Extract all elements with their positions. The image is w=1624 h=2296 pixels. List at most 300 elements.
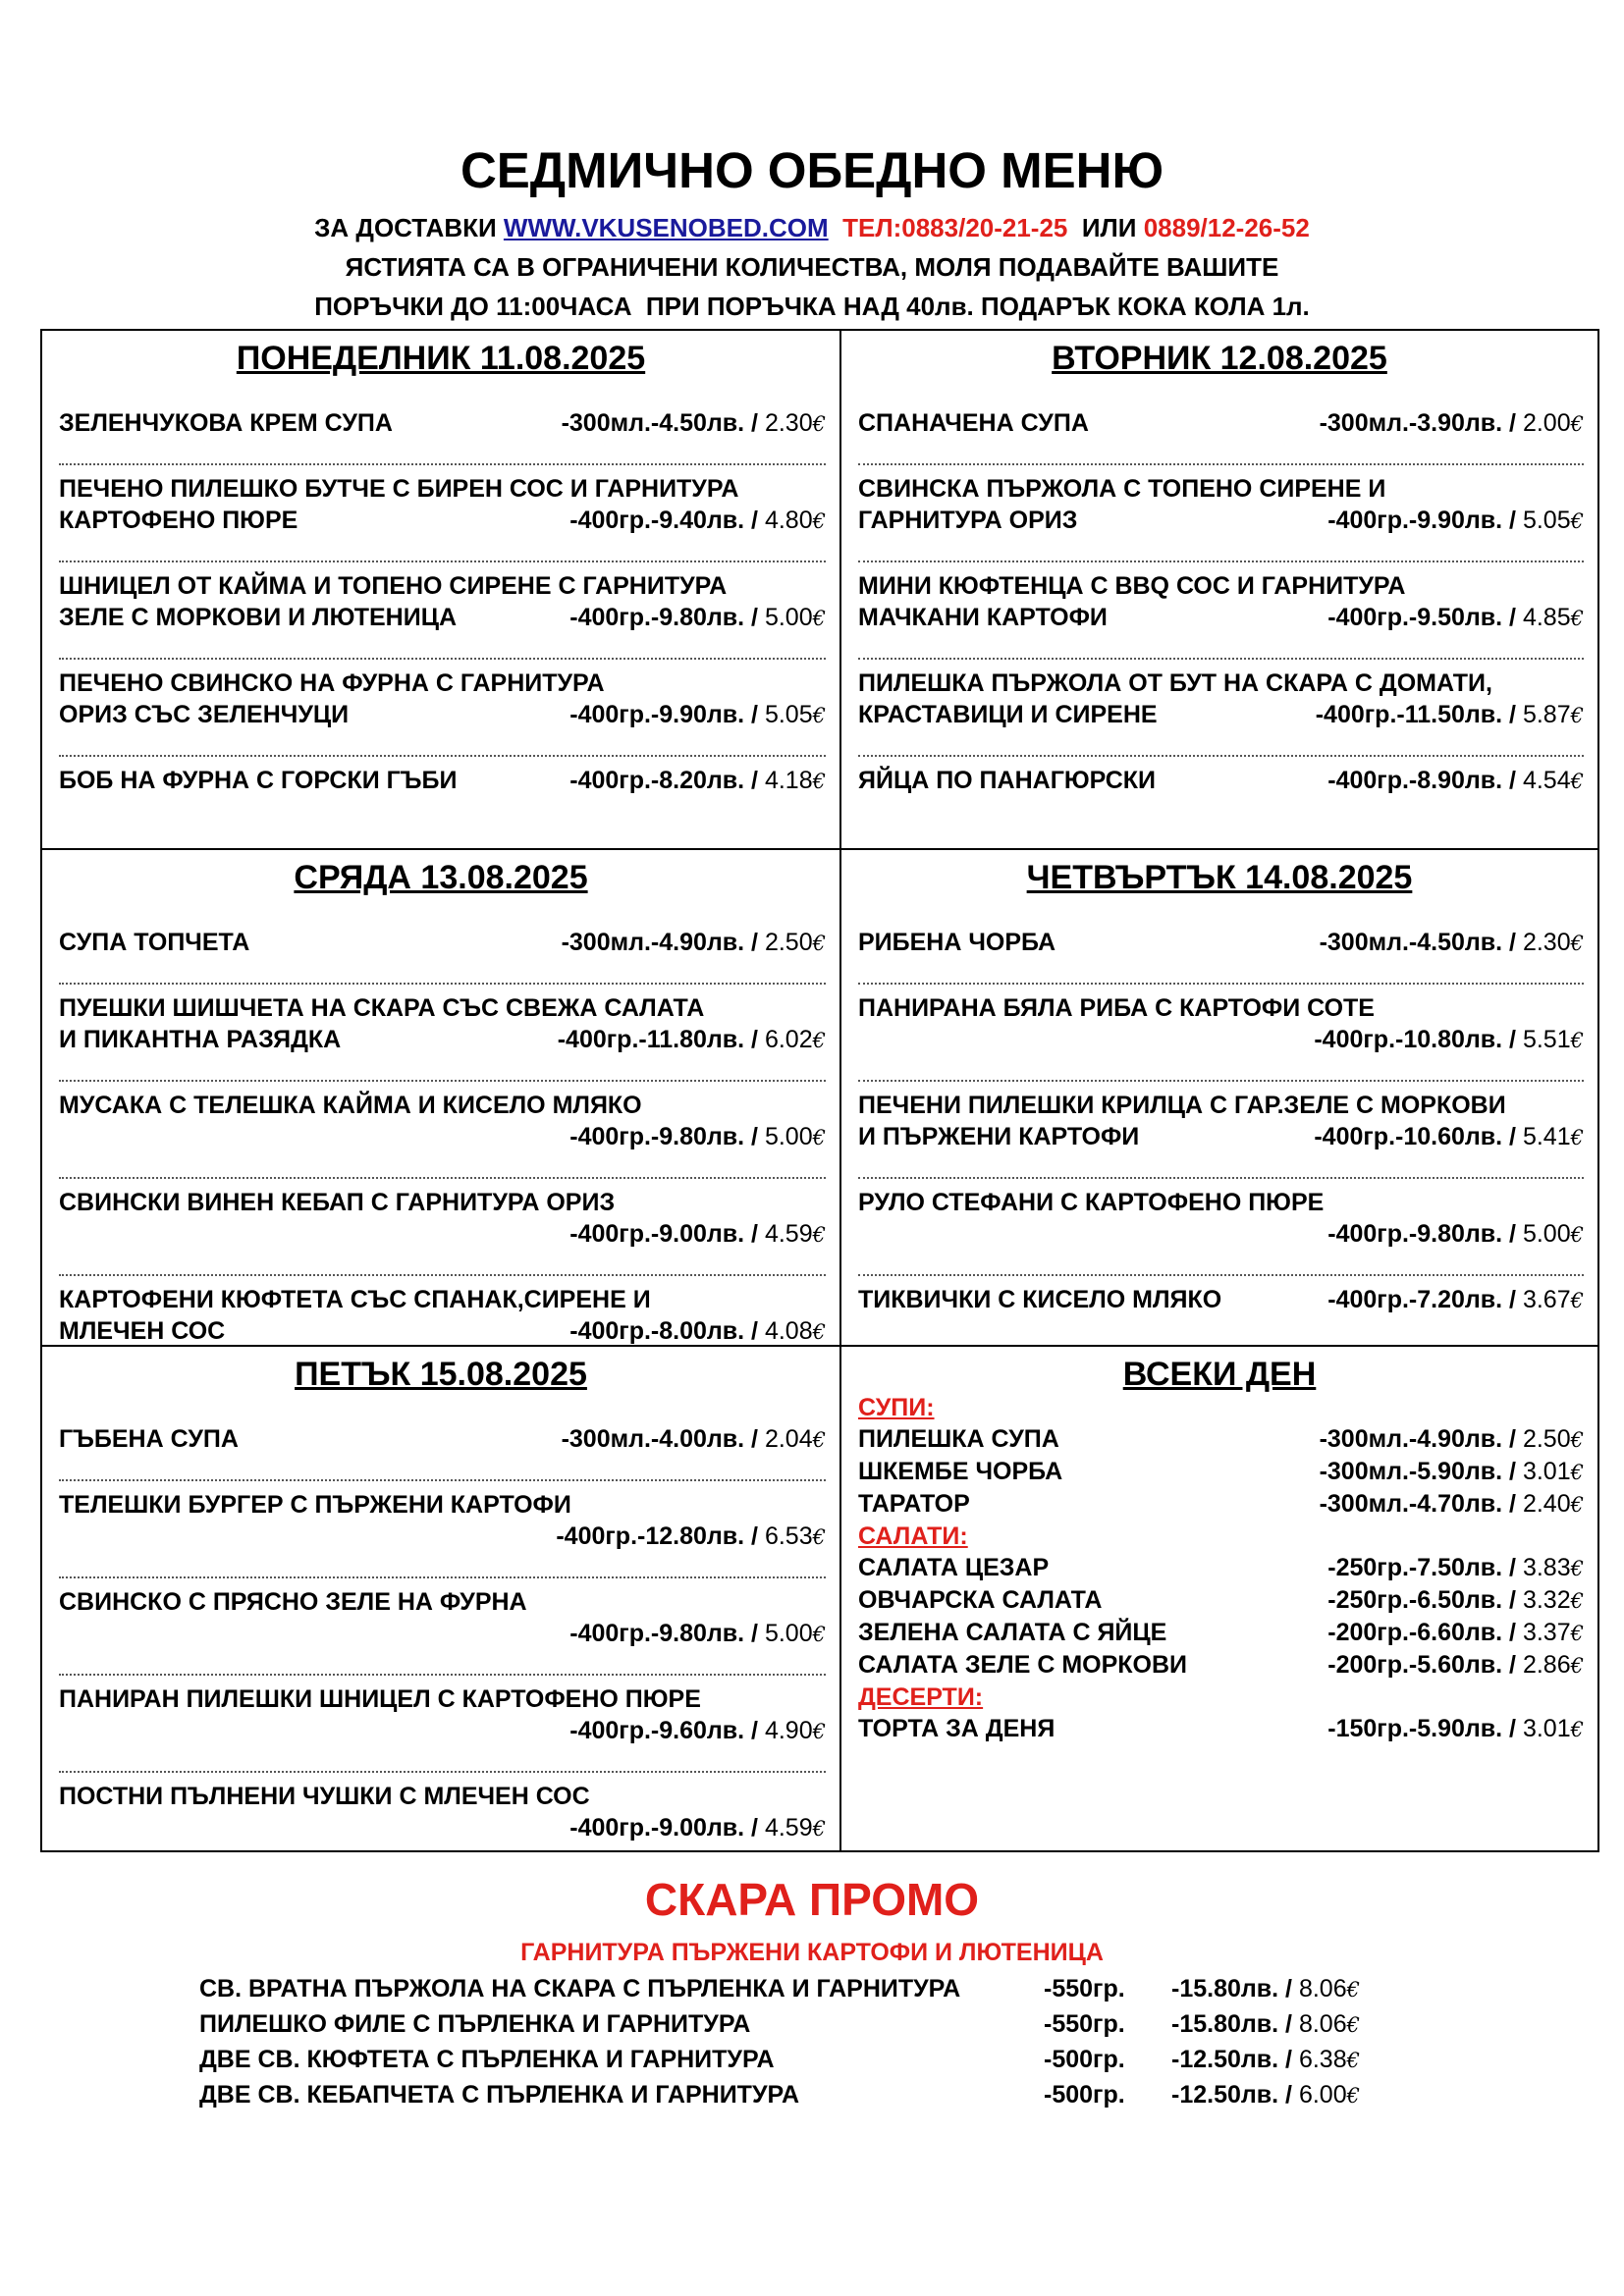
item-price bbox=[569, 1218, 826, 1251]
item-price bbox=[1314, 1121, 1584, 1153]
everyday-item bbox=[858, 1552, 1584, 1584]
euro-sign-icon: € bbox=[1570, 1223, 1584, 1247]
dish-item bbox=[858, 765, 1584, 797]
dotted-separator bbox=[858, 731, 1584, 757]
price-bgn: -400гр.-9.00лв. / bbox=[569, 1814, 758, 1842]
dish-line bbox=[59, 765, 826, 797]
promo-weight: -500гр. bbox=[1044, 2046, 1125, 2073]
item-price bbox=[569, 1315, 826, 1348]
dish-item bbox=[59, 1489, 826, 1553]
dish-item bbox=[858, 570, 1584, 634]
promo-item bbox=[199, 1971, 1387, 2006]
dish-name: ОВЧАРСКА САЛАТА bbox=[858, 1586, 1103, 1614]
price-eur-value: 6.38 bbox=[1298, 2046, 1347, 2073]
dish-item bbox=[59, 765, 826, 797]
euro-sign-icon: € bbox=[1570, 412, 1584, 436]
dotted-separator bbox=[858, 1153, 1584, 1179]
price-eur bbox=[1523, 1554, 1584, 1581]
dish-line bbox=[59, 699, 826, 731]
dish-name: ТИКВИЧКИ С КИСЕЛО МЛЯКО bbox=[858, 1286, 1222, 1313]
promo-subtitle: ГАРНИТУРА ПЪРЖЕНИ КАРТОФИ И ЛЮТЕНИЦА bbox=[520, 1939, 1104, 1966]
dish-line bbox=[858, 602, 1584, 634]
euro-sign-icon: € bbox=[1570, 1126, 1584, 1149]
price-eur-value: 5.00 bbox=[1522, 1220, 1571, 1248]
dish-list bbox=[42, 927, 839, 1348]
dish-name: ШНИЦЕЛ ОТ КАЙМА И ТОПЕНО СИРЕНЕ С ГАРНИТУРА bbox=[59, 572, 728, 600]
promo-weight: -500гр. bbox=[1044, 2081, 1125, 2109]
euro-sign-icon: € bbox=[1570, 1428, 1584, 1452]
price-eur bbox=[765, 1717, 826, 1744]
item-price bbox=[1316, 699, 1584, 731]
item-price bbox=[562, 1423, 826, 1456]
price-eur-value: 2.30 bbox=[764, 409, 813, 437]
price-eur-value: 3.32 bbox=[1522, 1586, 1571, 1614]
dish-name: ПИЛЕШКА ПЪРЖОЛА ОТ БУТ НА СКАРА С ДОМАТИ, bbox=[858, 669, 1492, 697]
price-eur-value: 4.08 bbox=[764, 1317, 813, 1345]
dish-line bbox=[59, 1586, 826, 1618]
item-price bbox=[569, 1715, 826, 1747]
dish-line bbox=[59, 505, 826, 537]
item-price bbox=[1320, 1423, 1584, 1456]
dish-line bbox=[59, 1218, 826, 1251]
day-title: ЧЕТВЪРТЪК 14.08.2025 bbox=[1026, 859, 1413, 896]
promo-item bbox=[199, 2006, 1387, 2042]
promo-weight: -550гр. bbox=[1044, 1975, 1125, 2002]
price-eur bbox=[765, 1220, 826, 1248]
dish-line bbox=[59, 1121, 826, 1153]
price-bgn: -250гр.-7.50лв. / bbox=[1327, 1554, 1516, 1581]
price-eur-value: 6.00 bbox=[1298, 2081, 1347, 2109]
dish-name: САЛАТА ЦЕЗАР bbox=[858, 1554, 1050, 1581]
delivery-label: ЗА ДОСТАВКИ bbox=[314, 213, 497, 242]
item-price bbox=[569, 1812, 826, 1844]
price-bgn: -400гр.-9.80лв. / bbox=[569, 604, 758, 631]
item-price bbox=[1327, 1584, 1584, 1617]
dish-name: МУСАКА С ТЕЛЕШКА КАЙМА И КИСЕЛО МЛЯКО bbox=[59, 1092, 642, 1119]
euro-sign-icon: € bbox=[1570, 1622, 1584, 1645]
item-price bbox=[1320, 1456, 1584, 1488]
price-bgn: -400гр.-9.80лв. / bbox=[1327, 1220, 1516, 1248]
dish-line bbox=[59, 407, 826, 440]
item-price bbox=[569, 505, 826, 537]
dish-item bbox=[59, 1683, 826, 1747]
dish-item bbox=[59, 473, 826, 537]
dish-name: ГАРНИТУРА ОРИЗ bbox=[858, 507, 1078, 534]
dish-name: ТОРТА ЗА ДЕНЯ bbox=[858, 1715, 1056, 1742]
price-bgn: -400гр.-9.40лв. / bbox=[569, 507, 758, 534]
dish-line bbox=[858, 407, 1584, 440]
dotted-separator bbox=[858, 634, 1584, 660]
dish-name: СУПА ТОПЧЕТА bbox=[59, 929, 250, 956]
price-eur-value: 8.06 bbox=[1298, 2010, 1347, 2038]
euro-sign-icon: € bbox=[812, 1126, 826, 1149]
dish-line bbox=[59, 1521, 826, 1553]
dotted-separator bbox=[858, 959, 1584, 985]
price-eur bbox=[765, 1814, 826, 1842]
phone-2[interactable]: 0889/12-26-52 bbox=[1143, 213, 1310, 242]
euro-sign-icon: € bbox=[1570, 1493, 1584, 1517]
dish-name: ЯЙЦА ПО ПАНАГЮРСКИ bbox=[858, 767, 1156, 794]
price-bgn: -400гр.-11.80лв. / bbox=[557, 1026, 758, 1053]
price-bgn: -300мл.-3.90лв. / bbox=[1319, 409, 1516, 437]
price-bgn: -12.50лв. / bbox=[1171, 2046, 1292, 2073]
euro-sign-icon: € bbox=[812, 1525, 826, 1549]
price-eur-value: 2.40 bbox=[1522, 1490, 1571, 1518]
price-eur bbox=[1523, 1123, 1584, 1150]
euro-sign-icon: € bbox=[1570, 704, 1584, 727]
page-title: СЕДМИЧНО ОБЕДНО МЕНЮ bbox=[460, 142, 1164, 198]
price-bgn: -300мл.-4.00лв. / bbox=[561, 1425, 758, 1453]
price-bgn: -400гр.-9.80лв. / bbox=[569, 1123, 758, 1150]
price-eur bbox=[1523, 929, 1584, 956]
dish-line bbox=[59, 570, 826, 602]
item-price bbox=[569, 602, 826, 634]
promo-name: ДВЕ СВ. КЮФТЕТА С ПЪРЛЕНКА И ГАРНИТУРА bbox=[199, 2046, 775, 2073]
euro-sign-icon: € bbox=[812, 1029, 826, 1052]
dish-list bbox=[42, 1423, 839, 1844]
dish-item bbox=[59, 927, 826, 959]
dotted-separator bbox=[858, 537, 1584, 562]
promo-title: СКАРА ПРОМО bbox=[644, 1874, 980, 1925]
dish-name: МИНИ КЮФТЕНЦА С BBQ СОС И ГАРНИТУРА bbox=[858, 572, 1406, 600]
price-eur bbox=[1299, 2046, 1360, 2073]
dotted-separator bbox=[858, 1251, 1584, 1276]
price-bgn: -400гр.-10.60лв. / bbox=[1314, 1123, 1516, 1150]
price-eur-value: 8.06 bbox=[1298, 1975, 1347, 2002]
item-price bbox=[569, 1121, 826, 1153]
dish-name: МАЧКАНИ КАРТОФИ bbox=[858, 604, 1108, 631]
item-price bbox=[1327, 602, 1584, 634]
dotted-separator bbox=[858, 440, 1584, 465]
price-bgn: -400гр.-8.20лв. / bbox=[569, 767, 758, 794]
dish-line bbox=[858, 1284, 1584, 1316]
dotted-separator bbox=[59, 440, 826, 465]
promo-price bbox=[1171, 1971, 1360, 2007]
dish-line bbox=[858, 1090, 1584, 1121]
category-label: САЛАТИ: bbox=[858, 1522, 968, 1550]
price-bgn: -12.50лв. / bbox=[1171, 2081, 1292, 2109]
euro-sign-icon: € bbox=[1570, 1589, 1584, 1613]
dish-name: ОРИЗ СЪС ЗЕЛЕНЧУЦИ bbox=[59, 701, 350, 728]
price-eur bbox=[765, 767, 826, 794]
dotted-separator bbox=[59, 1747, 826, 1773]
dish-item bbox=[59, 1586, 826, 1650]
everyday-item bbox=[858, 1456, 1584, 1488]
dish-item bbox=[858, 473, 1584, 537]
phone-1[interactable]: ТЕЛ:0883/20-21-25 bbox=[842, 213, 1068, 242]
euro-sign-icon: € bbox=[1570, 607, 1584, 630]
price-eur-value: 5.87 bbox=[1522, 701, 1571, 728]
euro-sign-icon: € bbox=[812, 1623, 826, 1646]
promo-price bbox=[1171, 2042, 1360, 2078]
price-eur-value: 5.00 bbox=[764, 1620, 813, 1647]
dish-line bbox=[59, 1090, 826, 1121]
price-eur bbox=[1523, 1490, 1584, 1518]
dish-line bbox=[858, 570, 1584, 602]
promo-price bbox=[1171, 2006, 1360, 2043]
dish-item bbox=[59, 992, 826, 1056]
price-eur bbox=[1299, 1975, 1360, 2002]
euro-sign-icon: € bbox=[812, 1320, 826, 1344]
everyday-item bbox=[858, 1584, 1584, 1617]
price-eur bbox=[1523, 701, 1584, 728]
price-bgn: -300мл.-4.70лв. / bbox=[1319, 1490, 1516, 1518]
dotted-separator bbox=[858, 1056, 1584, 1082]
price-bgn: -15.80лв. / bbox=[1171, 2010, 1292, 2038]
price-eur-value: 4.59 bbox=[764, 1220, 813, 1248]
dotted-separator bbox=[59, 731, 826, 757]
item-price bbox=[562, 407, 826, 440]
price-eur bbox=[1523, 1220, 1584, 1248]
day-wednesday bbox=[42, 850, 839, 1345]
price-eur-value: 3.37 bbox=[1522, 1619, 1571, 1646]
promo-weight: -550гр. bbox=[1044, 2010, 1125, 2038]
item-price bbox=[558, 1024, 826, 1056]
price-eur-value: 4.80 bbox=[764, 507, 813, 534]
dish-item bbox=[59, 1284, 826, 1348]
dish-line bbox=[858, 667, 1584, 699]
euro-sign-icon: € bbox=[812, 509, 826, 533]
price-bgn: -15.80лв. / bbox=[1171, 1975, 1292, 2002]
euro-sign-icon: € bbox=[812, 932, 826, 955]
price-bgn: -400гр.-10.80лв. / bbox=[1314, 1026, 1516, 1053]
euro-sign-icon: € bbox=[1346, 2049, 1360, 2072]
dish-name: ПУЕШКИ ШИШЧЕТА НА СКАРА СЪС СВЕЖА САЛАТА bbox=[59, 994, 705, 1022]
euro-sign-icon: € bbox=[1570, 932, 1584, 955]
price-eur-value: 4.54 bbox=[1522, 767, 1571, 794]
dish-name: ПИЛЕШКА СУПА bbox=[858, 1425, 1059, 1453]
dish-item bbox=[59, 570, 826, 634]
item-price bbox=[1327, 1284, 1584, 1316]
euro-sign-icon: € bbox=[1570, 1718, 1584, 1741]
everyday-item bbox=[858, 1617, 1584, 1649]
dish-item bbox=[59, 407, 826, 440]
dotted-separator bbox=[59, 1553, 826, 1578]
dish-name: САЛАТА ЗЕЛЕ С МОРКОВИ bbox=[858, 1651, 1188, 1679]
website-link[interactable]: WWW.VKUSENOBED.COM bbox=[503, 213, 829, 242]
price-eur-value: 3.83 bbox=[1522, 1554, 1571, 1581]
delivery-line bbox=[0, 208, 1624, 247]
dish-line bbox=[858, 473, 1584, 505]
euro-sign-icon: € bbox=[812, 1720, 826, 1743]
dish-name: ШКЕМБЕ ЧОРБА bbox=[858, 1458, 1063, 1485]
price-eur-value: 5.00 bbox=[764, 1123, 813, 1150]
dish-name: ПЕЧЕНО ПИЛЕШКО БУТЧЕ С БИРЕН СОС И ГАРНИТУРА bbox=[59, 475, 739, 503]
price-eur-value: 2.30 bbox=[1522, 929, 1571, 956]
price-eur bbox=[765, 1317, 826, 1345]
euro-sign-icon: € bbox=[812, 607, 826, 630]
promo-item bbox=[199, 2042, 1387, 2077]
price-eur bbox=[1523, 604, 1584, 631]
promo-item bbox=[199, 2077, 1387, 2112]
dish-name: СВИНСКО С ПРЯСНО ЗЕЛЕ НА ФУРНА bbox=[59, 1588, 527, 1616]
dish-line bbox=[59, 927, 826, 959]
promo-name: СВ. ВРАТНА ПЪРЖОЛА НА СКАРА С ПЪРЛЕНКА И ГАРНИТУРА bbox=[199, 1975, 961, 2002]
dish-name: ТЕЛЕШКИ БУРГЕР С ПЪРЖЕНИ КАРТОФИ bbox=[59, 1491, 571, 1519]
dish-line bbox=[59, 1489, 826, 1521]
price-bgn: -200гр.-5.60лв. / bbox=[1327, 1651, 1516, 1679]
day-thursday bbox=[841, 850, 1597, 1345]
dish-name: МЛЕЧЕН СОС bbox=[59, 1317, 226, 1345]
dish-line bbox=[59, 667, 826, 699]
dish-list bbox=[841, 407, 1597, 797]
or-label: ИЛИ bbox=[1081, 213, 1137, 242]
euro-sign-icon: € bbox=[812, 1223, 826, 1247]
dish-list bbox=[841, 927, 1597, 1316]
dish-line bbox=[59, 1812, 826, 1844]
price-eur-value: 2.04 bbox=[764, 1425, 813, 1453]
dotted-separator bbox=[59, 634, 826, 660]
item-price bbox=[1327, 1649, 1584, 1682]
dish-item bbox=[59, 1187, 826, 1251]
price-bgn: -150гр.-5.90лв. / bbox=[1327, 1715, 1516, 1742]
everyday-item bbox=[858, 1423, 1584, 1456]
price-bgn: -250гр.-6.50лв. / bbox=[1327, 1586, 1516, 1614]
item-price bbox=[1320, 407, 1584, 440]
dish-line bbox=[59, 1715, 826, 1747]
day-monday bbox=[42, 331, 839, 848]
price-eur bbox=[1523, 409, 1584, 437]
dish-item bbox=[858, 992, 1584, 1056]
dish-line bbox=[858, 927, 1584, 959]
promo-name: ПИЛЕШКО ФИЛЕ С ПЪРЛЕНКА И ГАРНИТУРА bbox=[199, 2010, 751, 2038]
item-price bbox=[569, 699, 826, 731]
menu-grid bbox=[40, 329, 1599, 1852]
euro-sign-icon: € bbox=[1570, 1461, 1584, 1484]
dish-line bbox=[59, 1781, 826, 1812]
price-bgn: -400гр.-9.50лв. / bbox=[1327, 604, 1516, 631]
dish-item bbox=[59, 667, 826, 731]
dish-line bbox=[858, 1187, 1584, 1218]
promo-name: ДВЕ СВ. КЕБАПЧЕТА С ПЪРЛЕНКА И ГАРНИТУРА bbox=[199, 2081, 800, 2109]
euro-sign-icon: € bbox=[1346, 1978, 1360, 2002]
price-eur-value: 2.86 bbox=[1522, 1651, 1571, 1679]
euro-sign-icon: € bbox=[1570, 509, 1584, 533]
price-bgn: -300мл.-4.50лв. / bbox=[1319, 929, 1516, 956]
dish-line bbox=[858, 505, 1584, 537]
dish-name: КАРТОФЕНИ КЮФТЕТА СЪС СПАНАК,СИРЕНЕ И bbox=[59, 1286, 651, 1313]
day-tuesday bbox=[841, 331, 1597, 848]
dish-name: ЗЕЛЕНА САЛАТА С ЯЙЦЕ bbox=[858, 1619, 1167, 1646]
dish-name: СВИНСКА ПЪРЖОЛА С ТОПЕНО СИРЕНЕ И bbox=[858, 475, 1386, 503]
item-price bbox=[556, 1521, 826, 1553]
price-bgn: -300мл.-4.90лв. / bbox=[561, 929, 758, 956]
price-eur bbox=[765, 1425, 826, 1453]
dish-name: ГЪБЕНА СУПА bbox=[59, 1425, 239, 1453]
price-bgn: -400гр.-8.00лв. / bbox=[569, 1317, 758, 1345]
day-title: ВТОРНИК 12.08.2025 bbox=[1052, 340, 1387, 377]
everyday-list bbox=[841, 1392, 1597, 1745]
dotted-separator bbox=[59, 1153, 826, 1179]
dish-item bbox=[858, 927, 1584, 959]
item-price bbox=[1327, 505, 1584, 537]
dotted-separator bbox=[59, 537, 826, 562]
price-eur bbox=[1523, 767, 1584, 794]
dish-name: ТАРАТОР bbox=[858, 1490, 970, 1518]
price-eur-value: 6.02 bbox=[764, 1026, 813, 1053]
item-price bbox=[1327, 1218, 1584, 1251]
dish-item bbox=[59, 1781, 826, 1844]
price-eur bbox=[765, 1620, 826, 1647]
day-friday bbox=[42, 1347, 839, 1850]
price-eur bbox=[765, 507, 826, 534]
item-price bbox=[569, 765, 826, 797]
price-eur bbox=[1523, 1458, 1584, 1485]
day-title: ПЕТЪК 15.08.2025 bbox=[295, 1356, 587, 1393]
item-price bbox=[1327, 1713, 1584, 1745]
price-bgn: -400гр.-9.60лв. / bbox=[569, 1717, 758, 1744]
price-eur-value: 5.41 bbox=[1522, 1123, 1571, 1150]
price-eur bbox=[765, 929, 826, 956]
price-eur-value: 4.90 bbox=[764, 1717, 813, 1744]
dish-line bbox=[858, 1218, 1584, 1251]
price-bgn: -400гр.-11.50лв. / bbox=[1315, 701, 1516, 728]
item-price bbox=[562, 927, 826, 959]
dish-name: БОБ НА ФУРНА С ГОРСКИ ГЪБИ bbox=[59, 767, 458, 794]
dish-item bbox=[858, 1187, 1584, 1251]
price-eur-value: 4.85 bbox=[1522, 604, 1571, 631]
category-label: СУПИ: bbox=[858, 1394, 935, 1421]
dish-line bbox=[59, 992, 826, 1024]
dish-name: ПАНИРАНА БЯЛА РИБА С КАРТОФИ СОТЕ bbox=[858, 994, 1375, 1022]
price-bgn: -400гр.-9.90лв. / bbox=[569, 701, 758, 728]
price-eur bbox=[1523, 1715, 1584, 1742]
euro-sign-icon: € bbox=[1570, 770, 1584, 793]
dotted-separator bbox=[59, 1650, 826, 1676]
dish-line bbox=[858, 765, 1584, 797]
dotted-separator bbox=[59, 1251, 826, 1276]
dish-name: РУЛО СТЕФАНИ С КАРТОФЕНО ПЮРЕ bbox=[858, 1189, 1325, 1216]
euro-sign-icon: € bbox=[1570, 1654, 1584, 1678]
dish-name: ПЕЧЕНИ ПИЛЕШКИ КРИЛЦА С ГАР.ЗЕЛЕ С МОРКОВИ bbox=[858, 1092, 1506, 1119]
price-eur bbox=[1523, 1286, 1584, 1313]
price-eur bbox=[1299, 2081, 1360, 2109]
dish-name: КАРТОФЕНО ПЮРЕ bbox=[59, 507, 298, 534]
dish-item bbox=[858, 407, 1584, 440]
everyday-title: ВСЕКИ ДЕН bbox=[1122, 1356, 1317, 1393]
dish-line bbox=[858, 699, 1584, 731]
price-eur bbox=[765, 1026, 826, 1053]
item-price bbox=[1327, 1552, 1584, 1584]
price-eur bbox=[1523, 1619, 1584, 1646]
dish-line bbox=[59, 1315, 826, 1348]
dish-name: СВИНСКИ ВИНЕН КЕБАП С ГАРНИТУРА ОРИЗ bbox=[59, 1189, 616, 1216]
dish-line bbox=[59, 1284, 826, 1315]
promo-list bbox=[199, 1971, 1387, 2112]
price-eur bbox=[1299, 2010, 1360, 2038]
price-bgn: -400гр.-9.00лв. / bbox=[569, 1220, 758, 1248]
euro-sign-icon: € bbox=[812, 412, 826, 436]
dish-name: РИБЕНА ЧОРБА bbox=[858, 929, 1056, 956]
price-eur-value: 3.01 bbox=[1522, 1458, 1571, 1485]
dish-line bbox=[59, 1187, 826, 1218]
notice-line-2: ПОРЪЧКИ ДО 11:00ЧАСА ПРИ ПОРЪЧКА НАД 40лв. ПОДАРЪК КОКА КОЛА 1л. bbox=[314, 292, 1310, 321]
price-bgn: -400гр.-9.90лв. / bbox=[1327, 507, 1516, 534]
price-eur bbox=[1523, 507, 1584, 534]
price-eur-value: 5.05 bbox=[1522, 507, 1571, 534]
price-bgn: -300мл.-4.90лв. / bbox=[1319, 1425, 1516, 1453]
price-eur-value: 3.67 bbox=[1522, 1286, 1571, 1313]
euro-sign-icon: € bbox=[1346, 2084, 1360, 2108]
price-eur-value: 6.53 bbox=[764, 1522, 813, 1550]
day-title: ПОНЕДЕЛНИК 11.08.2025 bbox=[236, 340, 646, 377]
dish-name: ПОСТНИ ПЪЛНЕНИ ЧУШКИ С МЛЕЧЕН СОС bbox=[59, 1783, 590, 1810]
price-eur-value: 3.01 bbox=[1522, 1715, 1571, 1742]
euro-sign-icon: € bbox=[1570, 1029, 1584, 1052]
dish-line bbox=[858, 1024, 1584, 1056]
dish-name: И ПИКАНТНА РАЗЯДКА bbox=[59, 1026, 342, 1053]
price-eur bbox=[1523, 1425, 1584, 1453]
